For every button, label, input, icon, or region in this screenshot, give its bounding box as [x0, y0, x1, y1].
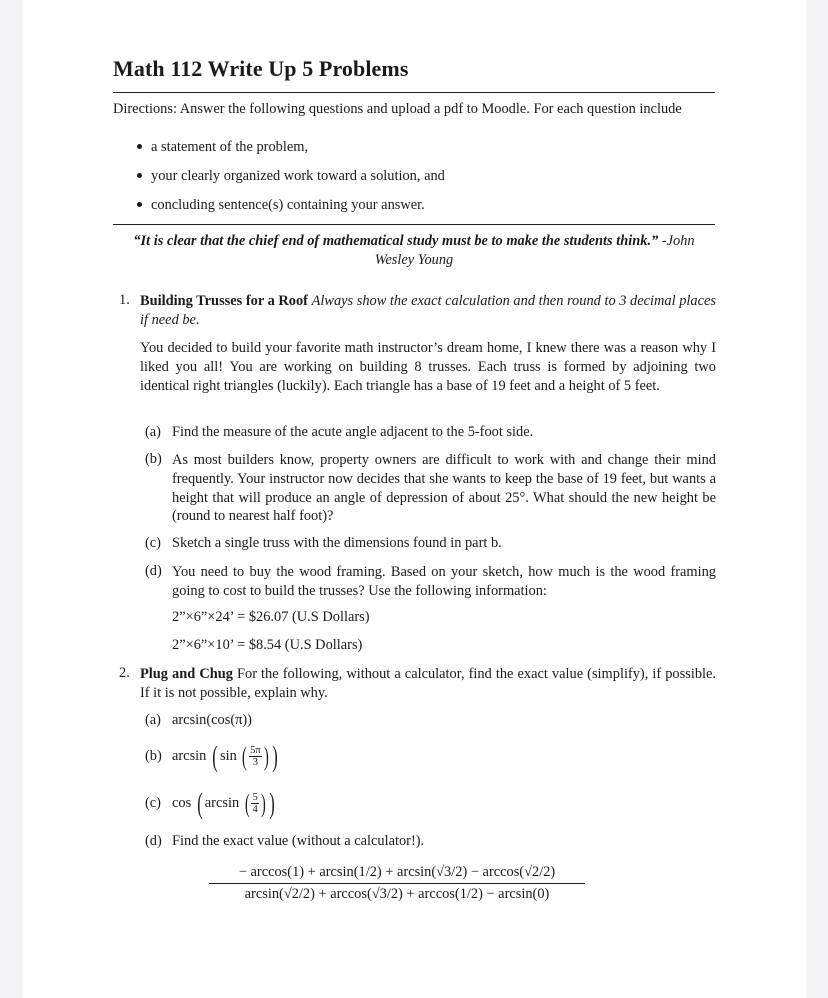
page-title: Math 112 Write Up 5 Problems — [113, 56, 409, 81]
bullet-item: concluding sentence(s) containing your answer. — [137, 197, 425, 214]
bullet-item: a statement of the problem, — [137, 139, 308, 156]
problem-2-number: 2. — [119, 665, 130, 681]
part-expression: arcsin ( sin ( $\frac{5\pi}{3}$ ) ) — [172, 739, 279, 773]
quote-author: -John Wesley Young — [374, 233, 695, 268]
part-label: (a) — [145, 424, 161, 440]
price-line: 2”×6”×10’ = $8.54 (U.S Dollars) — [172, 637, 363, 653]
part-label: (a) — [145, 712, 161, 728]
part-expression: arcsin(cos(π)) — [172, 712, 252, 728]
part-label: (b) — [145, 451, 162, 467]
part-label: (d) — [145, 563, 162, 579]
quote-text: “It is clear that the chief end of mathematical study must be to make the students think.” — [133, 233, 659, 249]
fraction: $\frac{5}{4}$ — [252, 792, 258, 816]
bullet-item: your clearly organized work toward a solution, and — [137, 168, 445, 185]
part-text: Find the exact value (without a calculator!). — [172, 833, 425, 849]
part-label: (c) — [145, 795, 161, 811]
bullet-icon — [137, 202, 142, 207]
part-label: (d) — [145, 833, 162, 849]
expression-fraction — [209, 864, 585, 903]
price-line: 2”×6”×24’ = $26.07 (U.S Dollars) — [172, 609, 370, 625]
part-text: As most builders know, property owners are difficult to work with and change their mind frequently. Your instructor now decides that she wants to keep the base of 19 feet, but wants a height that will produce an angle of depression of about 25°. What should the new height be (round to nearest half foot)? — [172, 452, 716, 525]
expression-denominator: arcsin(√2/2) + arccos(√3/2) + arccos(1/2) − arcsin(0) — [244, 886, 550, 902]
problem-2-instruction: For the following, without a calculator, find the exact value (simplify), if possible. If it is not possible, explain why. — [140, 666, 717, 701]
problem-1-story: You decided to build your favorite math instructor’s dream home, I knew there was a reason why I liked you all! You are working on building 8 trusses. Each truss is formed by adjoining two identical right triangles (luckily). Each triangle has a base of 19 feet and a height of 5 feet. — [140, 340, 716, 394]
bullet-icon — [137, 144, 142, 149]
document-page — [22, 0, 806, 998]
part-text: Sketch a single truss with the dimensions found in part b. — [172, 535, 502, 551]
problem-1-title: Building Trusses for a Roof — [140, 293, 308, 309]
problem-2-heading — [140, 665, 716, 703]
fraction: $\frac{5\pi}{3}$ — [250, 745, 261, 769]
bullet-icon — [137, 173, 142, 178]
directions: Directions: Answer the following questions and upload a pdf to Moodle. For each question include — [113, 101, 682, 117]
part-text: You need to buy the wood framing. Based on your sketch, how much is the wood framing going to cost to build the trusses? Use the following information: — [172, 564, 716, 599]
part-text: Find the measure of the acute angle adjacent to the 5-foot side. — [172, 424, 534, 440]
expression-numerator: − arccos(1) + arcsin(1/2) + arcsin(√3/2) − arccos(√2/2) — [238, 864, 556, 880]
part-label: (c) — [145, 535, 161, 551]
problem-1-heading — [140, 292, 716, 330]
part-label: (b) — [145, 748, 162, 764]
directions-rule — [113, 224, 715, 225]
problem-1-instruction: Always show the exact calculation and then round to 3 decimal places if need be. — [140, 293, 716, 328]
part-expression: cos ( arcsin ( $\frac{5}{4}$ ) ) — [172, 786, 276, 820]
quote — [113, 232, 715, 270]
problem-1-number: 1. — [119, 292, 130, 308]
problem-2-title: Plug and Chug — [140, 666, 233, 682]
title-rule — [113, 92, 715, 93]
